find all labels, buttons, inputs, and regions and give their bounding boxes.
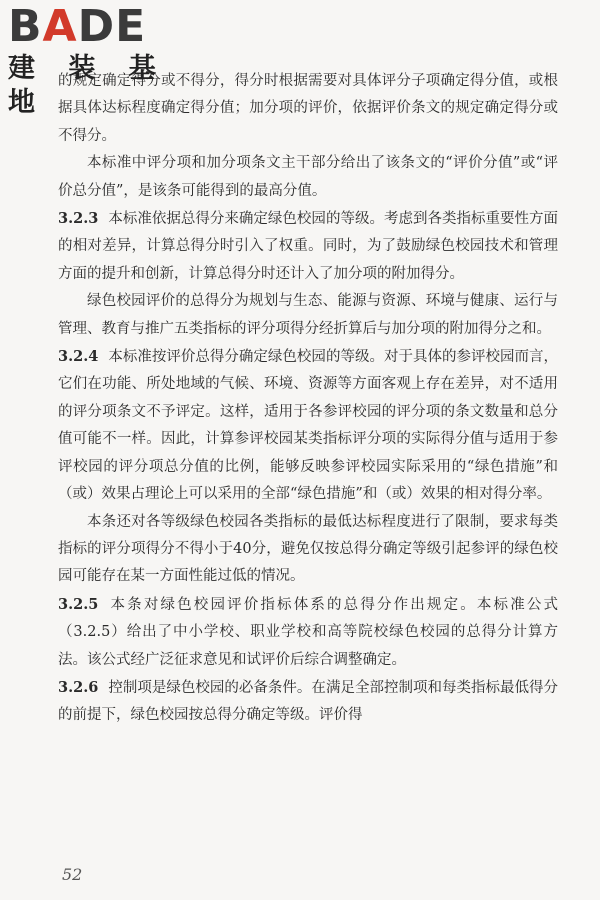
paragraph-text: 的规定确定得分或不得分，得分时根据需要对具体评分子项确定得分值，或根据具体达标程度确定得分值；加分项的评价，依据评价条文的规定确定得分或不得分。 <box>58 73 558 144</box>
paragraph-text: 本标准依据总得分来确定绿色校园的等级。考虑到各类指标重要性方面的相对差异，计算总得分时引入了权重。同时，为了鼓励绿色校园技术和管理方面的提升和创新，计算总得分时还计入了加分项的附加得分。 <box>58 211 558 282</box>
document-body <box>58 68 558 730</box>
paragraph-text: 本条还对各等级绿色校园各类指标的最低达标程度进行了限制，要求每类指标的评分项得分不得小于40分，避免仅按总得分确定等级引起参评的绿色校园可能存在某一方面性能过低的情况。 <box>58 513 558 585</box>
paragraph-p3 <box>58 288 558 343</box>
section-number: 3.2.3 <box>58 210 99 228</box>
logo <box>8 1 178 118</box>
logo-letter-prefix: B <box>8 1 43 52</box>
paragraph-text: 本标准按评价总得分确定绿色校园的等级。对于具体的参评校园而言，它们在功能、所处地域的气候、环境、资源等方面客观上存在差异，对不适用的评分项条文不予评定。这样，适用于各参评校园的评分项的条文数量和总分值可能不一样。因此，计算参评校园某类指标评分项的实际得分值与适用于参评校园的评分项总分值的比例，能够反映参评校园实际采用的“绿色措施”和（或）效果占理论上可以采用的全部“绿色措施”和（或）效果的相对得分率。 <box>58 349 558 503</box>
paragraph-text: 绿色校园评价的总得分为规划与生态、能源与资源、环境与健康、运行与管理、教育与推广五类指标的评分项得分经折算后与加分项的附加得分之和。 <box>58 293 558 337</box>
paragraph-text: 控制项是绿色校园的必备条件。在满足全部控制项和每类指标最低得分的前提下，绿色校园按总得分确定等级。评价得 <box>58 679 558 724</box>
logo-letter-accent: A <box>42 1 78 52</box>
paragraph-p2 <box>58 205 558 288</box>
logo-subtitle: 建 装 基 地 <box>8 53 168 118</box>
paragraph-text: 本标准中评分项和加分项条文主干部分给出了该条文的“评价分值”或“评价总分值”，是该条可能得到的最高分值。 <box>58 155 558 199</box>
logo-wordmark <box>8 1 178 52</box>
paragraph-text: 本条对绿色校园评价指标体系的总得分作出规定。本标准公式（3.2.5）给出了中小学校、职业学校和高等院校绿色校园的总得分计算方法。该公式经广泛征求意见和试评价后综合调整确定。 <box>58 596 558 668</box>
logo-letter-suffix: DE <box>77 1 147 52</box>
paragraph-p5 <box>58 509 558 591</box>
section-number: 3.2.4 <box>58 348 99 366</box>
paragraph-p4 <box>58 343 558 508</box>
paragraph-p1 <box>58 150 558 205</box>
section-number: 3.2.5 <box>58 595 99 613</box>
paragraph-p6 <box>58 591 558 674</box>
section-number: 3.2.6 <box>58 678 99 696</box>
page-number: 52 <box>62 865 83 884</box>
paragraph-p7 <box>58 674 558 730</box>
